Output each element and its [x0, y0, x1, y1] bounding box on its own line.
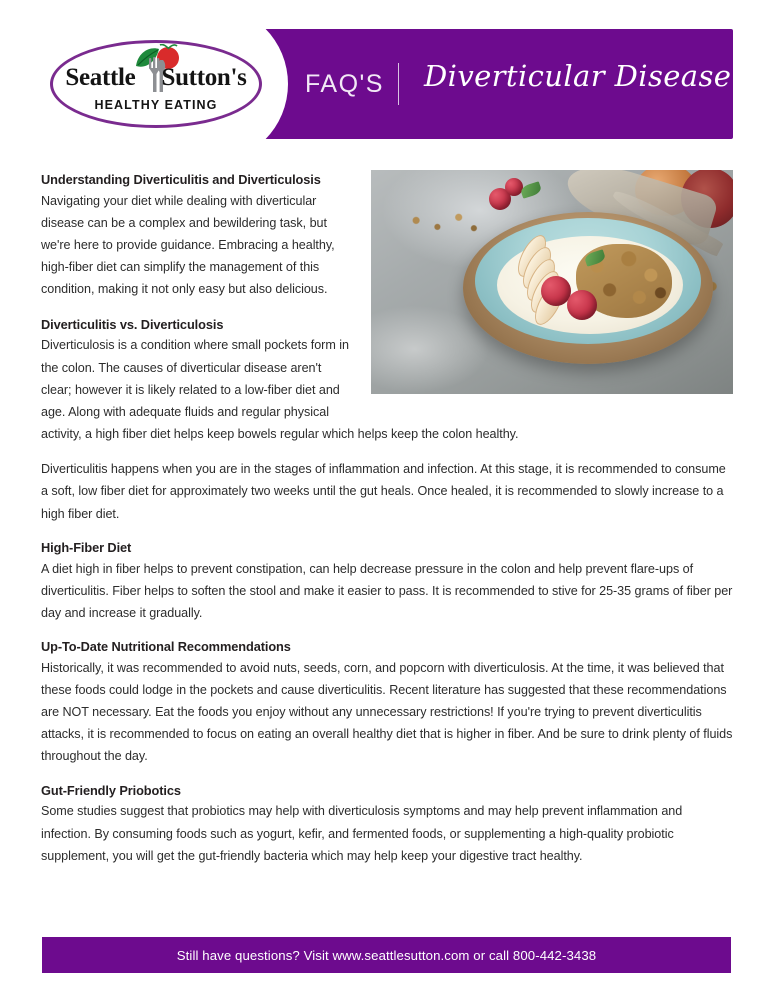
section-paragraph: Historically, it was recommended to avoid nuts, seeds, corn, and popcorn with diverticulosis. At the time, it was believed that these foods could lodge in the pockets and cause diverticulitis. Recent literature has suggested that these recommendations are NOT necessary. Eat the foods you enjoy without any unnecessary restrictions! If you're trying to prevent diverticulitis attacks, it is recommended to focus on eating an overall healthy diet that is higher in fiber. And be sure to drink plenty of fluids throughout the day. — [41, 660, 733, 764]
section-heading: Gut-Friendly Priobotics — [41, 782, 181, 798]
page-title: Diverticular Disease — [424, 59, 732, 93]
page-header — [0, 29, 773, 139]
logo-wordmark — [50, 64, 262, 92]
logo-brand-part1: Seattle — [65, 64, 136, 91]
section-gut-friendly-probiotics — [41, 781, 733, 867]
document-body — [41, 170, 733, 880]
photo-raspberry-outside-2 — [505, 178, 523, 196]
footer-bar — [42, 937, 731, 973]
photo-granola-crumbs-left — [407, 210, 483, 236]
section-heading: Understanding Diverticulitis and Diverticulosis — [41, 172, 321, 187]
footer-contact-text: Still have questions? Visit www.seattlesutton.com or call 800-442-3438 — [176, 947, 597, 963]
section-paragraph: Diverticulitis happens when you are in the stages of inflammation and infection. At this stage, it is recommended to consume a soft, low fiber diet for approximately two weeks until the gut heals. Once healed, it is recommended to slowly increase to a high fiber diet. — [41, 462, 726, 521]
photo-raspberry-2 — [567, 290, 597, 320]
logo-tagline: HEALTHY EATING — [94, 98, 218, 112]
faq-label: FAQ'S — [305, 70, 384, 98]
section-paragraph: Some studies suggest that probiotics may help with diverticulosis symptoms and may help prevent inflammation and infection. By consuming foods such as yogurt, kefir, and fermented foods, or supplementing a high-quality probiotic supplement, you will get the gut-friendly bacteria which may help keep your digestive tract healthy. — [41, 804, 683, 863]
section-heading: High-Fiber Diet — [41, 539, 132, 555]
section-heading: Diverticulitis vs. Diverticulosis — [41, 316, 224, 332]
section-diverticulitis-stages — [41, 458, 733, 524]
logo-brand-part2: Sutton's — [161, 64, 247, 91]
section-paragraph: A diet high in fiber helps to prevent constipation, can help decrease pressure in the colon and help prevent flare-ups of diverticulitis. Fiber helps to soften the stool and make it easier to pass. It is recommended to stive for 25-35 grams of fiber per day and increase it gradually. — [41, 561, 733, 620]
section-paragraph: Diverticulosis is a condition where small pockets form in the colon. The causes of diverticular disease aren't clear; however it is likely related to a low-fiber diet and age. Along with adequate fluids and regular physical activity, a high fiber diet helps keep bowels regular which helps keep the colon healthy. — [41, 338, 519, 442]
section-paragraph: Navigating your diet while dealing with diverticular disease can be a complex and bewildering task, but we're here to provide guidance. Embracing a healthy, high-fiber diet can simplify the management of this condition, making it not only easy but also delicious. — [41, 193, 335, 297]
section-heading: Up-To-Date Nutritional Recommendations — [41, 638, 291, 654]
header-divider — [398, 63, 399, 105]
brand-logo — [50, 40, 266, 132]
hero-photo — [371, 170, 733, 394]
section-high-fiber-diet — [41, 538, 733, 624]
section-up-to-date-recommendations — [41, 637, 733, 768]
